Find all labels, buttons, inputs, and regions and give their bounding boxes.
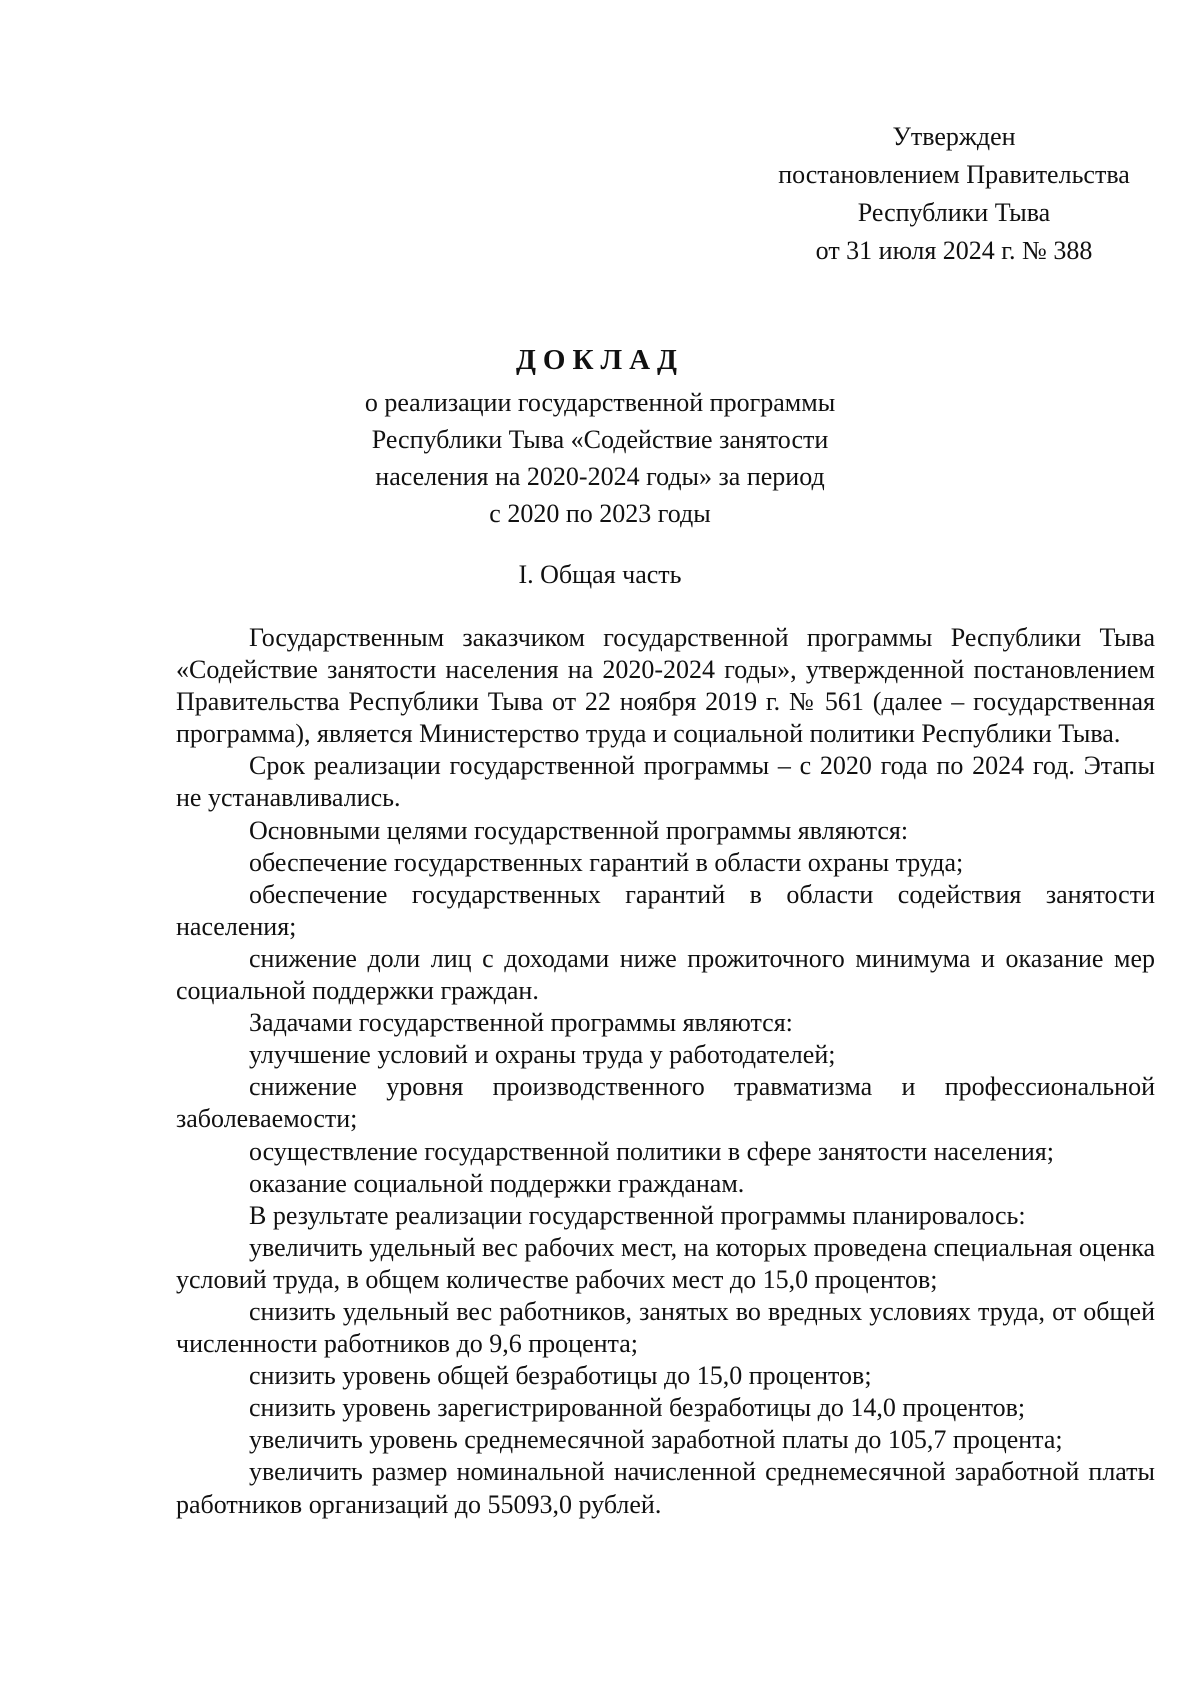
approval-stamp-block bbox=[760, 118, 1148, 270]
body-paragraph: снижение уровня производственного травматизма и профессиональной заболеваемости; bbox=[176, 1072, 1155, 1134]
document-title: ДОКЛАД bbox=[515, 344, 685, 376]
body-paragraph: осуществление государственной политики в сфере занятости населения; bbox=[249, 1136, 1054, 1166]
subtitle-line: Республики Тыва «Содействие занятости bbox=[371, 425, 829, 454]
subtitle-line: с 2020 по 2023 годы bbox=[489, 499, 711, 528]
subtitle-line: населения на 2020-2024 годы» за период bbox=[375, 462, 825, 491]
section-heading: I. Общая часть bbox=[518, 560, 682, 589]
document-subtitle bbox=[300, 384, 900, 532]
body-paragraph: снизить уровень зарегистрированной безработицы до 14,0 процентов; bbox=[249, 1393, 1026, 1423]
body-paragraph: Задачами государственной программы являются: bbox=[249, 1008, 793, 1038]
body-paragraph: снизить уровень общей безработицы до 15,0 процентов; bbox=[249, 1361, 872, 1391]
body-paragraph: оказание социальной поддержки гражданам. bbox=[249, 1168, 745, 1198]
body-paragraph: улучшение условий и охраны труда у работодателей; bbox=[249, 1040, 836, 1070]
body-paragraph: увеличить размер номинальной начисленной среднемесячной заработной платы работников организаций до 55093,0 рублей. bbox=[176, 1457, 1155, 1519]
body-paragraph: увеличить уровень среднемесячной заработной платы до 105,7 процента; bbox=[249, 1425, 1063, 1455]
body-paragraph: увеличить удельный вес рабочих мест, на которых проведена специальная оценка условий труда, в общем количестве рабочих мест до 15,0 процентов; bbox=[176, 1232, 1155, 1294]
approval-line-approved: Утвержден bbox=[892, 122, 1016, 151]
body-paragraph: Основными целями государственной программы являются: bbox=[249, 815, 909, 845]
body-paragraph: В результате реализации государственной программы планировалось: bbox=[249, 1200, 1026, 1230]
subtitle-line: о реализации государственной программы bbox=[364, 388, 836, 417]
body-paragraph: обеспечение государственных гарантий в области содействия занятости населения; bbox=[176, 879, 1155, 941]
body-paragraph: Государственным заказчиком государственной программы Республики Тыва «Содействие занятости населения на 2020-2024 годы», утвержденной постановлением Правительства Республики Тыва от 22 ноября 2019 г. № 561 (далее – государственная программа), является Министерство труда и социальной политики Республики Тыва. bbox=[176, 623, 1155, 749]
body-paragraph: снижение доли лиц с доходами ниже прожиточного минимума и оказание мер социальной поддержки граждан. bbox=[176, 943, 1155, 1006]
approval-line-date-number: от 31 июля 2024 г. № 388 bbox=[815, 236, 1093, 265]
body-paragraph: Срок реализации государственной программы – с 2020 года по 2024 год. Этапы не устанавливались. bbox=[176, 751, 1155, 813]
approval-line-resolution: постановлением Правительства bbox=[778, 160, 1130, 189]
body-paragraph: снизить удельный вес работников, занятых во вредных условиях труда, от общей численности работников до 9,6 процента; bbox=[176, 1296, 1155, 1359]
approval-line-republic: Республики Тыва bbox=[857, 198, 1051, 227]
body-paragraph: обеспечение государственных гарантий в области охраны труда; bbox=[249, 847, 964, 877]
document-body bbox=[176, 622, 1155, 1521]
document-title-block bbox=[300, 340, 900, 532]
